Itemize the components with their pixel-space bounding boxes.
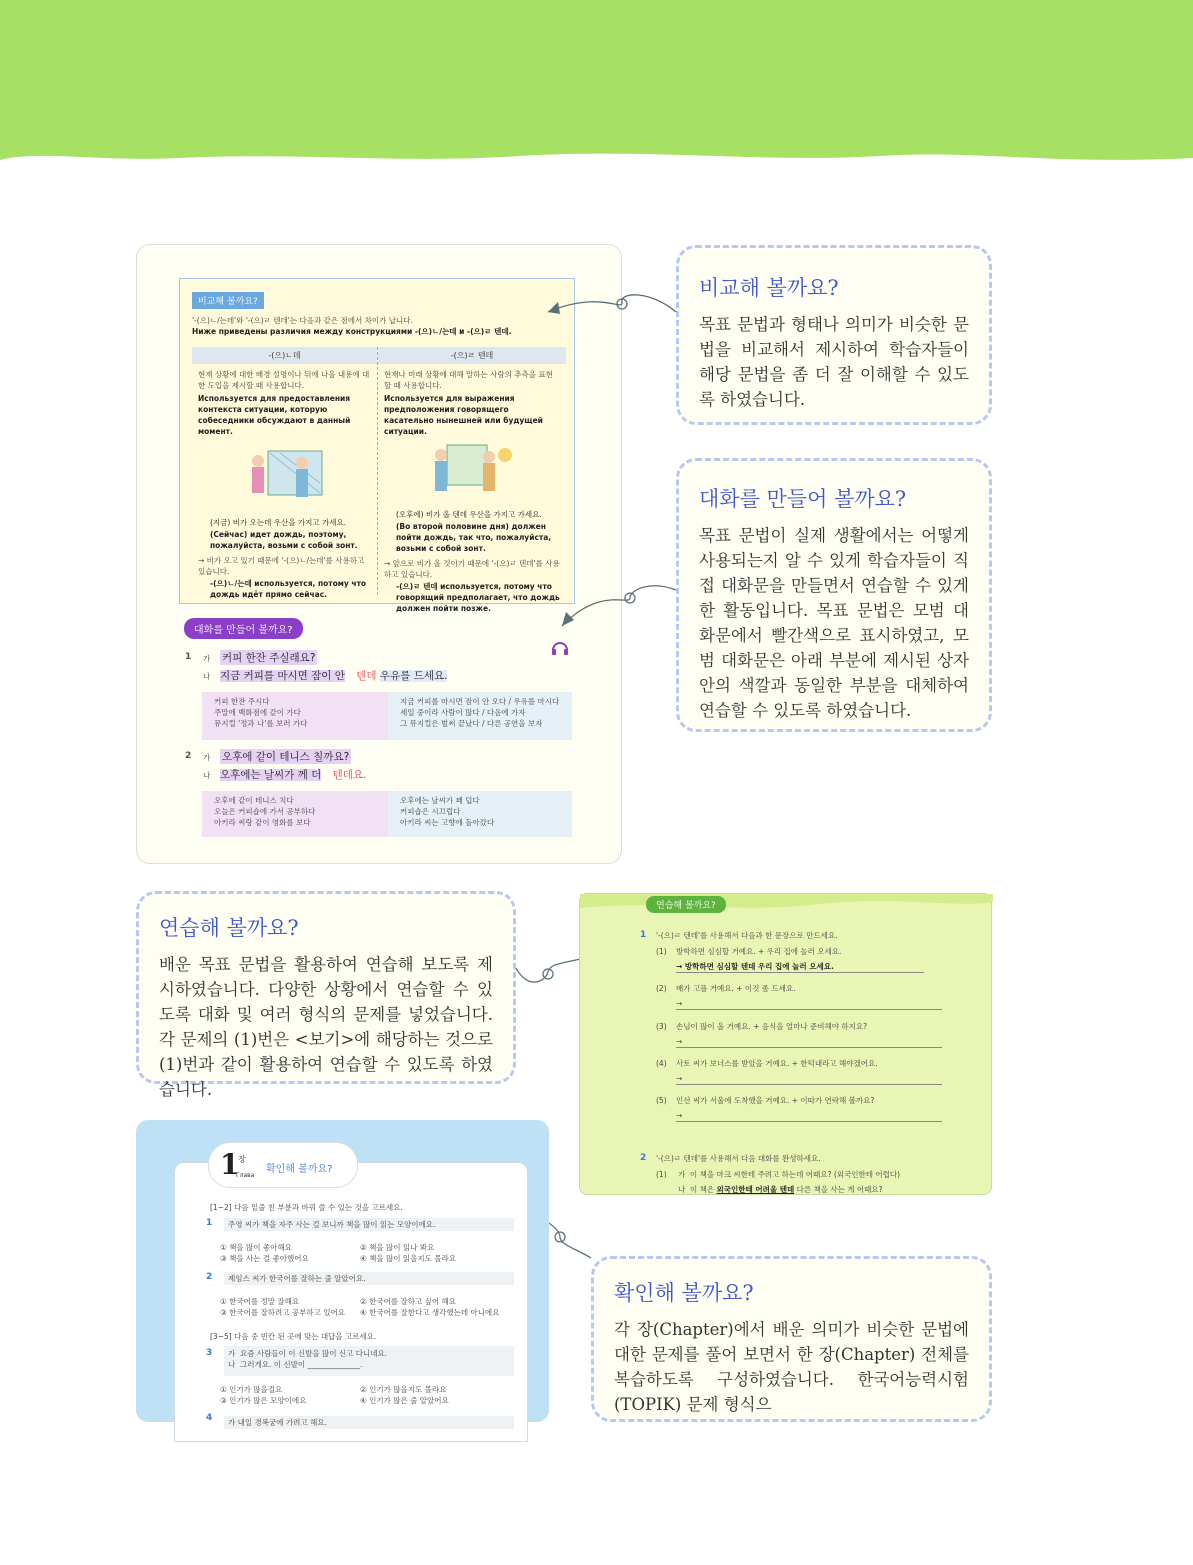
review-q2-option[interactable]: ④ 한국어를 잘한다고 생각했는데 아니에요	[360, 1308, 500, 1317]
dialogue-q2-line1: 오후에 같이 테니스 칠까요?	[222, 751, 350, 763]
review-q2-text: 제임스 씨가 한국어를 잘하는 줄 알았어요.	[224, 1272, 514, 1285]
callout-compare-title: 비교해 볼까요?	[699, 276, 839, 300]
practice-q1-number: 1	[640, 930, 647, 940]
compare-tag: 비교해 볼까요?	[192, 292, 264, 309]
callout-compare-body: 목표 문법과 형태나 의미가 비슷한 문법을 비교해서 제시하여 학습자들이 해당 문법을 좀 더 잘 이해할 수 있도록 하였습니다.	[699, 315, 969, 409]
practice-item-question: 손님이 많이 올 거예요. + 음식을 얼마나 준비해야 하지요?	[676, 1022, 868, 1031]
practice-item-question: 사토 씨가 보너스를 받았을 거예요. + 한턱내라고 해야겠어요.	[676, 1059, 878, 1068]
dialogue-q1-line2a: 지금 커피를 마시면 잠이 안	[220, 670, 345, 682]
practice-q2-item-number: (1)	[656, 1170, 667, 1179]
practice-q2-na-text1: 이 책은	[690, 1185, 717, 1194]
arrow-compare	[548, 295, 676, 312]
callout-dialogue-body: 목표 문법이 실제 생활에서는 어떻게 사용되는지 알 수 있게 학습자들이 직접 대화문을 만들면서 연습할 수 있게 한 활동입니다. 목표 문법은 모범 대화문에서 빨간색으로 표시하였고, 모범 대화문은 아래 부분에 제시된 상자 안의 색깔과 동일한 부분을 대체하여 연습할 수 있도록 하였습니다.	[699, 526, 969, 720]
review-q3-option[interactable]: ① 인기가 많을걸요	[220, 1385, 283, 1394]
practice-item-number: (2)	[656, 984, 667, 993]
dialogue-q2-ga: 가	[203, 753, 211, 762]
callout-practice-title: 연습해 볼까요?	[159, 916, 299, 940]
practice-header-wave	[580, 894, 993, 924]
review-q3-option[interactable]: ③ 인기가 많은 모양이에요	[220, 1396, 307, 1405]
review-inst2: [3~5] 다음 중 빈칸 된 곳에 맞는 대답을 고르세요.	[210, 1332, 377, 1341]
review-q1-number: 1	[206, 1218, 213, 1228]
dialogue-q1-right-item: 세일 중이라 사람이 많다 / 다음에 가자	[400, 708, 526, 717]
compare-col2-ex-ru: (Во второй половине дня) должен пойти дождь, так что, пожалуйста, возьми с собой зонт.	[396, 522, 552, 553]
practice-item-number: (3)	[656, 1022, 667, 1031]
review-chapter-ko: 장	[238, 1155, 246, 1164]
dialogue-q1-na: 나	[203, 672, 211, 681]
dialogue-q1-left-item: 주말에 백화점에 같이 가다	[214, 708, 301, 717]
compare-col2-desc-ru: Используется для выражения предположения говорящего касательно нынешней или будущей ситуации.	[384, 394, 543, 436]
dialogue-q1-left-item: 커피 한잔 주시다	[214, 697, 270, 706]
dialogue-q1-line2b: 텐데	[356, 670, 377, 682]
compare-col1-desc-ko: 현재 상황에 대한 배경 설명이나 뒤에 나올 내용에 대한 도입을 제시할 때 사용합니다.	[198, 370, 370, 390]
callout-dialogue-title: 대화를 만들어 볼까요?	[699, 487, 907, 511]
practice-q2-ga: 가	[678, 1170, 686, 1179]
review-inst1: [1~2] 다음 밑줄 친 부분과 바꿔 쓸 수 있는 것을 고르세요.	[210, 1203, 403, 1212]
practice-q2-na: 나	[678, 1185, 686, 1194]
compare-col2-desc-ko: 현재나 미래 상황에 대해 말하는 사람의 추측을 표현할 때 사용합니다.	[384, 370, 553, 390]
dialogue-q1-line1: 커피 한잔 주실래요?	[222, 652, 316, 664]
callout-practice-body: 배운 목표 문법을 활용하여 연습해 보도록 제시하였습니다. 다양한 상황에서 연습할 수 있도록 대화 및 여러 형식의 문제를 넣었습니다. 각 문제의 (1)번은 <보기>에 해당하는 것으로 (1)번과 같이 활용하여 연습할 수 있도록 하였습니다.	[159, 955, 493, 1099]
compare-col1-ex-ru: (Сейчас) идет дождь, поэтому, пожалуйста, возьми с собой зонт.	[210, 530, 358, 550]
review-q3-na-text: 그러게요. 이 신발이 ______________.	[240, 1360, 363, 1369]
dialogue-q1-ga: 가	[203, 654, 211, 663]
dialogue-q2-na: 나	[203, 771, 211, 780]
dialogue-tag: 대화를 만들어 볼까요?	[184, 618, 303, 639]
compare-col1-ex-ko: (지금) 비가 오는데 우산을 가지고 가세요.	[210, 518, 347, 527]
practice-tag: 연습해 볼까요?	[646, 896, 726, 913]
review-q3-option[interactable]: ④ 인기가 많은 줄 알았어요	[360, 1396, 449, 1405]
review-q3-ga: 가	[228, 1349, 236, 1358]
dialogue-q2-left-item: 아키라 씨랑 같이 영화를 보다	[214, 818, 311, 827]
review-q3-option[interactable]: ② 인기가 많을지도 몰라요	[360, 1385, 447, 1394]
compare-col2-ex-ko: (오후에) 비가 올 텐데 우산을 가지고 가세요.	[396, 510, 542, 519]
practice-item-answer[interactable]: →	[676, 1110, 942, 1122]
dialogue-q2-right-item: 커피숍은 시끄럽다	[400, 807, 461, 816]
dialogue-q1-line2c: 우유를 드세요.	[379, 670, 448, 682]
review-q4-text: 가 내일 경복궁에 가려고 해요.	[224, 1416, 514, 1429]
review-q3-number: 3	[206, 1348, 213, 1358]
compare-col1-desc-ru: Используется для предоставления контекста ситуации, которую собеседники обсуждают в данный момент.	[198, 394, 351, 436]
dialogue-q2-left-item: 오늘은 커피숍에 가서 공부하다	[214, 807, 316, 816]
compare-intro-ko: '-(으)ㄴ/는데'와 '-(으)ㄹ 텐데'는 다음과 같은 점에서 차이가 납니다.	[192, 316, 413, 325]
dialogue-q1-right-item: 지금 커피를 마시면 잠이 안 오다 / 우유를 마시다	[400, 697, 560, 706]
review-q2-option[interactable]: ② 한국어를 잘하고 싶어 해요	[360, 1297, 456, 1306]
practice-q1-text: '-(으)ㄹ 텐데'를 사용해서 다음과 한 문장으로 만드세요.	[656, 931, 838, 940]
review-q3-dialogue	[224, 1346, 514, 1376]
dialogue-q1-left-item: 뮤지컬 '정과 나'를 보러 가다	[214, 719, 308, 728]
practice-q2-na-bold: 외국인한테 어려울 텐데	[716, 1185, 795, 1194]
arrow-dialogue	[562, 586, 676, 626]
practice-q2-text: '-(으)ㄹ 텐데'를 사용해서 다음 대화를 완성하세요.	[656, 1154, 821, 1163]
dialogue-q2-number: 2	[185, 751, 192, 761]
practice-item-answer[interactable]: →	[676, 1036, 942, 1048]
practice-q2-number: 2	[640, 1153, 647, 1163]
callout-review-title: 확인해 볼까요?	[614, 1281, 754, 1305]
compare-col2-header: -(으)ㄹ 텐데	[378, 347, 566, 364]
compare-col1-header: -(으)ㄴ데	[192, 347, 377, 364]
review-q1-option[interactable]: ④ 책을 많이 읽을지도 몰라요	[360, 1254, 456, 1263]
review-box	[136, 1120, 549, 1427]
practice-q2-ga-text: 이 책을 마크 씨한테 주려고 하는데 어때요? (외국인한테 어렵다)	[690, 1170, 901, 1179]
dialogue-q2-line2a: 오후에는 날씨가 께 더	[220, 769, 322, 781]
review-q1-option[interactable]: ③ 책을 사는 걸 좋아했어요	[220, 1254, 309, 1263]
practice-item-question: 배가 고플 거예요. + 이것 좀 드세요.	[676, 984, 796, 993]
dialogue-q1-number: 1	[185, 652, 192, 662]
review-q2-option[interactable]: ③ 한국어를 잘하려고 공부하고 있어요	[220, 1308, 345, 1317]
compare-col2-note-ko: → 앞으로 비가 올 것이기 때문에 '-(으)ㄹ 텐데'를 사용하고 있습니다.	[384, 559, 560, 579]
review-chapter-number: 1	[220, 1148, 240, 1181]
practice-item-question: 방학하면 심심할 거예요. + 우리 집에 놀러 오세요.	[676, 947, 842, 956]
review-q1-text: 주영 씨가 책을 자주 사는 걸 보니까 책을 많이 읽는 모양이에요.	[224, 1218, 514, 1231]
practice-item-answer[interactable]: →	[676, 998, 942, 1010]
dialogue-q2-left-item: 오후에 같이 테니스 치다	[214, 796, 294, 805]
practice-item-number: (5)	[656, 1096, 667, 1105]
review-chapter-en: Глава	[236, 1172, 255, 1179]
review-q2-number: 2	[206, 1272, 213, 1282]
review-tag: 확인해 볼까요?	[266, 1164, 333, 1175]
practice-q2-na-line	[690, 1184, 980, 1195]
practice-item-number: (1)	[656, 947, 667, 956]
review-q3-ga-text: 요즘 사람들이 이 신발을 많이 신고 다니네요.	[240, 1349, 388, 1358]
practice-item-number: (4)	[656, 1059, 667, 1068]
practice-item-question: 인선 씨가 서울에 도착했을 거예요. + 이따가 연락해 볼까요?	[676, 1096, 875, 1105]
review-q3-na: 나	[228, 1360, 236, 1369]
review-q1-option[interactable]: ② 책을 많이 읽나 봐요	[360, 1243, 435, 1252]
dialogue-q1-right-item: 그 뮤지컬은 벌써 끝났다 / 다른 공연을 보자	[400, 719, 543, 728]
compare-intro-ru: Ниже приведены различия между конструкциями -(으)ㄴ/는데 и -(으)ㄹ 텐데.	[192, 327, 512, 336]
practice-item-answer[interactable]: →	[676, 1073, 942, 1085]
review-q2-option[interactable]: ① 한국어를 정말 잘해요	[220, 1297, 300, 1306]
practice-q2-na-text2: 다른 책을 사는 게 어때요?	[794, 1185, 883, 1194]
compare-col1-note-ru: -(으)ㄴ/는데 используется, потому что дождь идёт прямо сейчас.	[210, 579, 367, 599]
review-q4-number: 4	[206, 1413, 213, 1423]
practice-box	[579, 893, 992, 1195]
dialogue-q2-right-item: 아키라 씨는 고향에 돌아갔다	[400, 818, 495, 827]
compare-col1-note-ko: → 비가 오고 있기 때문에 '-(으)ㄴ/는데'를 사용하고 있습니다.	[198, 556, 365, 576]
practice-item-answer: → 방학하면 심심할 텐데 우리 집에 놀러 오세요.	[676, 961, 924, 973]
review-q3-na-line	[228, 1359, 510, 1370]
callout-review-body: 각 장(Chapter)에서 배운 의미가 비슷한 문법에 대한 문제를 풀어 보면서 한 장(Chapter) 전체를 복습하도록 구성하였습니다. 한국어능력시험(TOPIK) 문제 형식으	[614, 1320, 969, 1414]
review-q1-option[interactable]: ① 책을 많이 좋아해요	[220, 1243, 292, 1252]
dialogue-q2-right-item: 오후에는 날씨가 꽤 덥다	[400, 796, 480, 805]
review-q3-ga-line	[228, 1348, 510, 1359]
compare-col2-note-ru: -(으)ㄹ 텐데 используется, потому что говорящий предполагает, что дождь должен пойти позже.	[396, 582, 560, 613]
dialogue-q2-line2b: 텐데요.	[332, 769, 367, 781]
